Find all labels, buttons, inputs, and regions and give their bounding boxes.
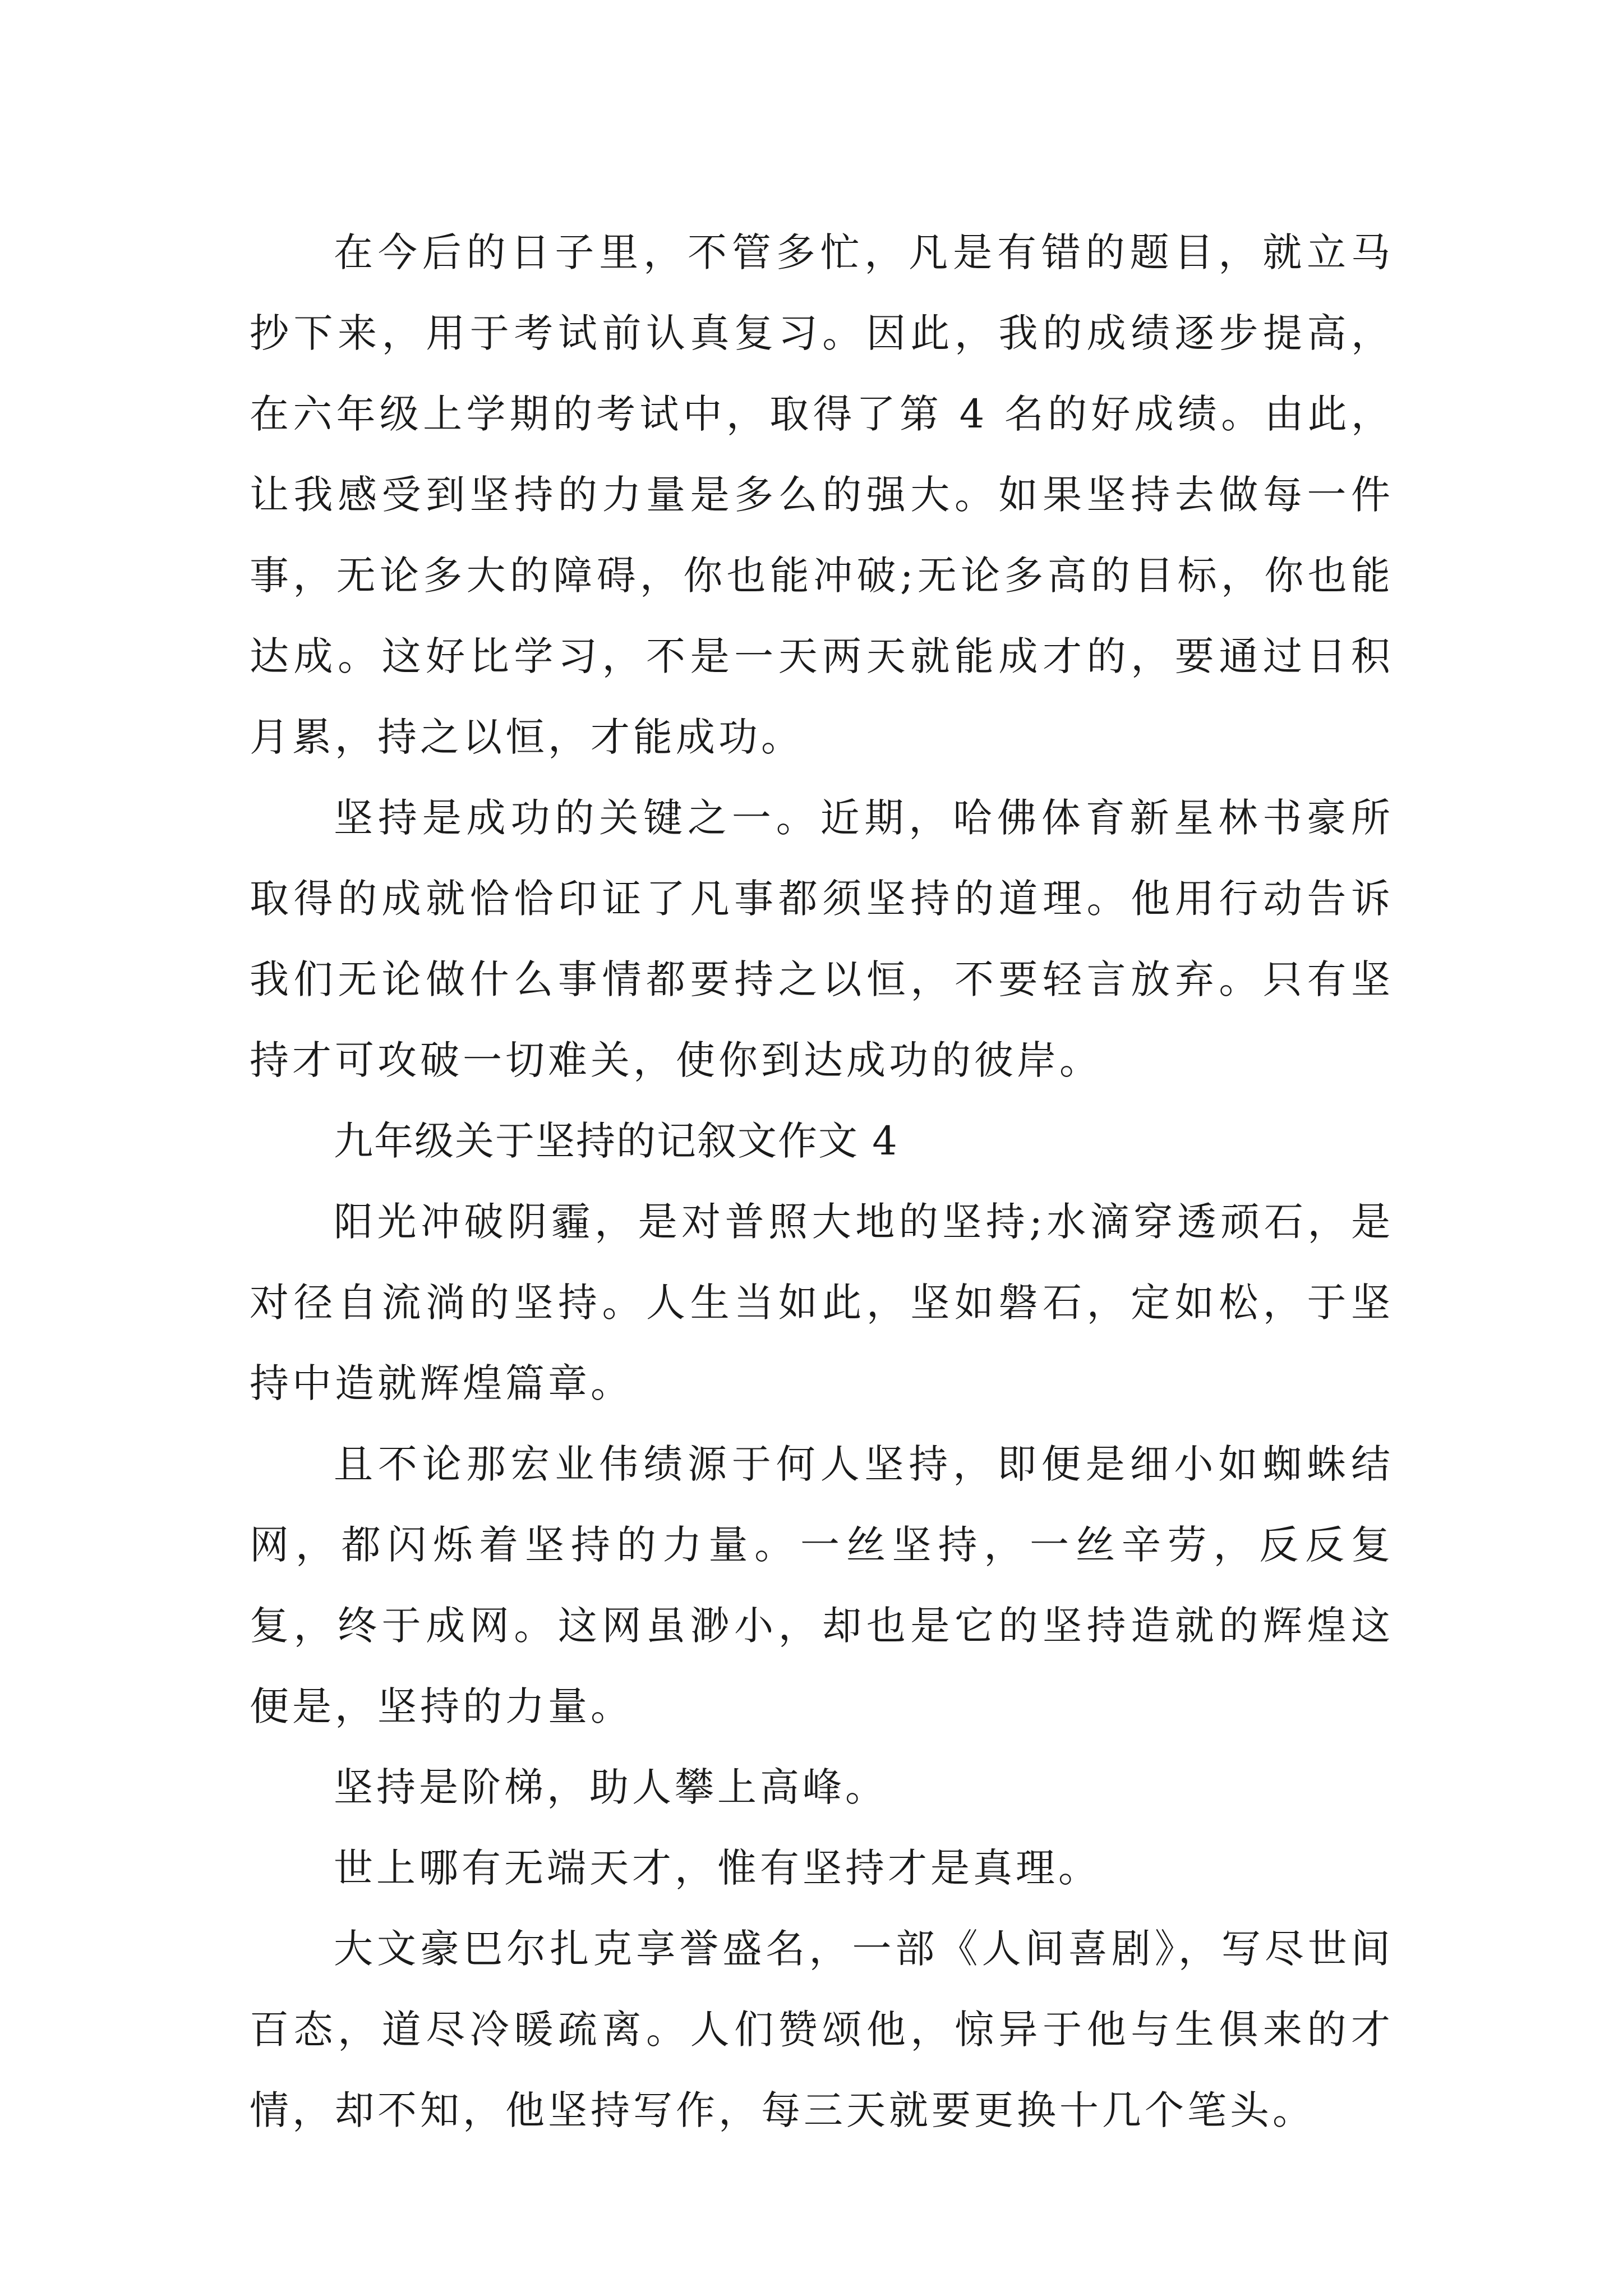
section-paragraph-1: 阳光冲破阴霾，是对普照大地的坚持;水滴穿透顽石，是对径自流淌的坚持。人生当如此，坚如磐石，定如松，于坚持中造就辉煌篇章。 — [250, 1199, 1394, 1406]
paragraph-1: 在今后的日子里，不管多忙，凡是有错的题目，就立马抄下来，用于考试前认真复习。因此，我的成绩逐步提高，在六年级上学期的考试中，取得了第 4 名的好成绩。由此，让我感受到坚持的力量是多么的强大。如果坚持去做每一件事，无论多大的障碍，你也能冲破;无论多高的目标，你也能达成。这好比学习，不是一天两天就能成才的，要通过日积月累，持之以恒，才能成功。 — [250, 229, 1394, 760]
section-paragraph-5: 大文豪巴尔扎克享誉盛名，一部《人间喜剧》，写尽世间百态，道尽冷暖疏离。人们赞颂他，惊异于他与生俱来的才情，却不知，他坚持写作，每三天就要更换十几个笔头。 — [250, 1926, 1394, 2133]
section-paragraph-4: 世上哪有无端天才，惟有坚持才是真理。 — [334, 1845, 1101, 1891]
section-paragraph-2: 且不论那宏业伟绩源于何人坚持，即便是细小如蜘蛛结网，都闪烁着坚持的力量。一丝坚持，一丝辛劳，反反复复，终于成网。这网虽渺小，却也是它的坚持造就的辉煌这便是，坚持的力量。 — [250, 1441, 1394, 1729]
paragraph-2: 坚持是成功的关键之一。近期，哈佛体育新星林书豪所取得的成就恰恰印证了凡事都须坚持的道理。他用行动告诉我们无论做什么事情都要持之以恒，不要轻言放弃。只有坚持才可攻破一切难关，使你到达成功的彼岸。 — [250, 795, 1394, 1083]
document-body — [250, 212, 1394, 2151]
section-title: 九年级关于坚持的记叙文作文 4 — [334, 1118, 898, 1164]
section-paragraph-3: 坚持是阶梯，助人攀上高峰。 — [334, 1764, 888, 1810]
